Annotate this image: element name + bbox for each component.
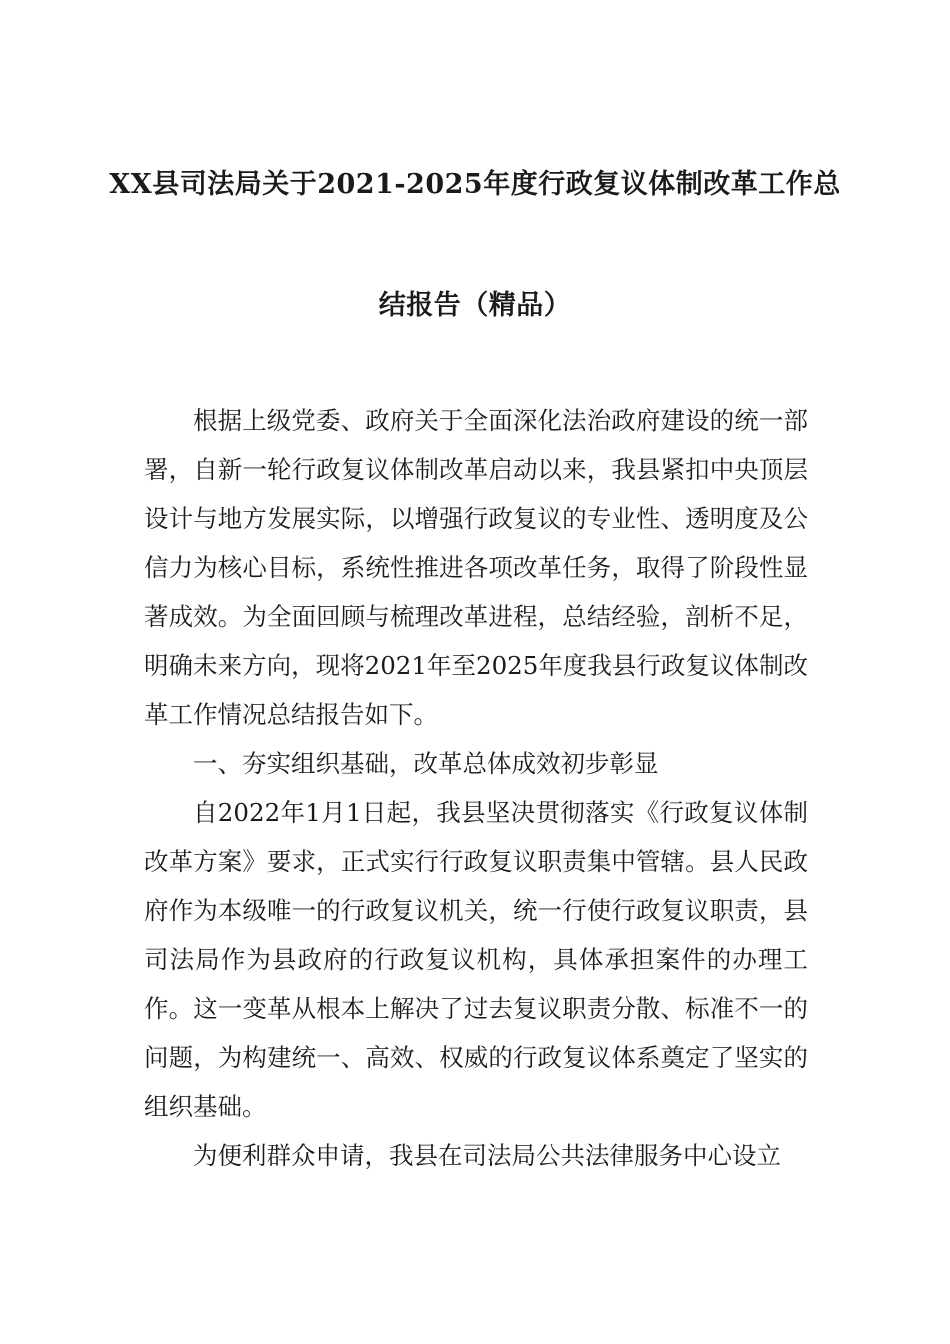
document-body: [144, 396, 808, 1180]
intro-paragraph: 根据上级党委、政府关于全面深化法治政府建设的统一部署，自新一轮行政复议体制改革启动以来，我县紧扣中央顶层设计与地方发展实际，以增强行政复议的专业性、透明度及公信力为核心目标，系统性推进各项改革任务，取得了阶段性显著成效。为全面回顾与梳理改革进程，总结经验，剖析不足，明确未来方向，现将2021年至2025年度我县行政复议体制改革工作情况总结报告如下。: [144, 406, 808, 729]
body-paragraph: 自2022年1月1日起，我县坚决贯彻落实《行政复议体制改革方案》要求，正式实行行政复议职责集中管辖。县人民政府作为本级唯一的行政复议机关，统一行使行政复议职责，县司法局作为县政府的行政复议机构，具体承担案件的办理工作。这一变革从根本上解决了过去复议职责分散、标准不一的问题，为构建统一、高效、权威的行政复议体系奠定了坚实的组织基础。: [144, 798, 808, 1121]
section-heading-1: 一、夯实组织基础，改革总体成效初步彰显: [193, 749, 659, 778]
document-title-line-1: XX县司法局关于2021-2025年度行政复议体制改革工作总: [109, 169, 841, 200]
body-paragraph: 为便利群众申请，我县在司法局公共法律服务中心设立: [193, 1141, 781, 1170]
document-title-line-2: 结报告（精品）: [378, 290, 572, 321]
